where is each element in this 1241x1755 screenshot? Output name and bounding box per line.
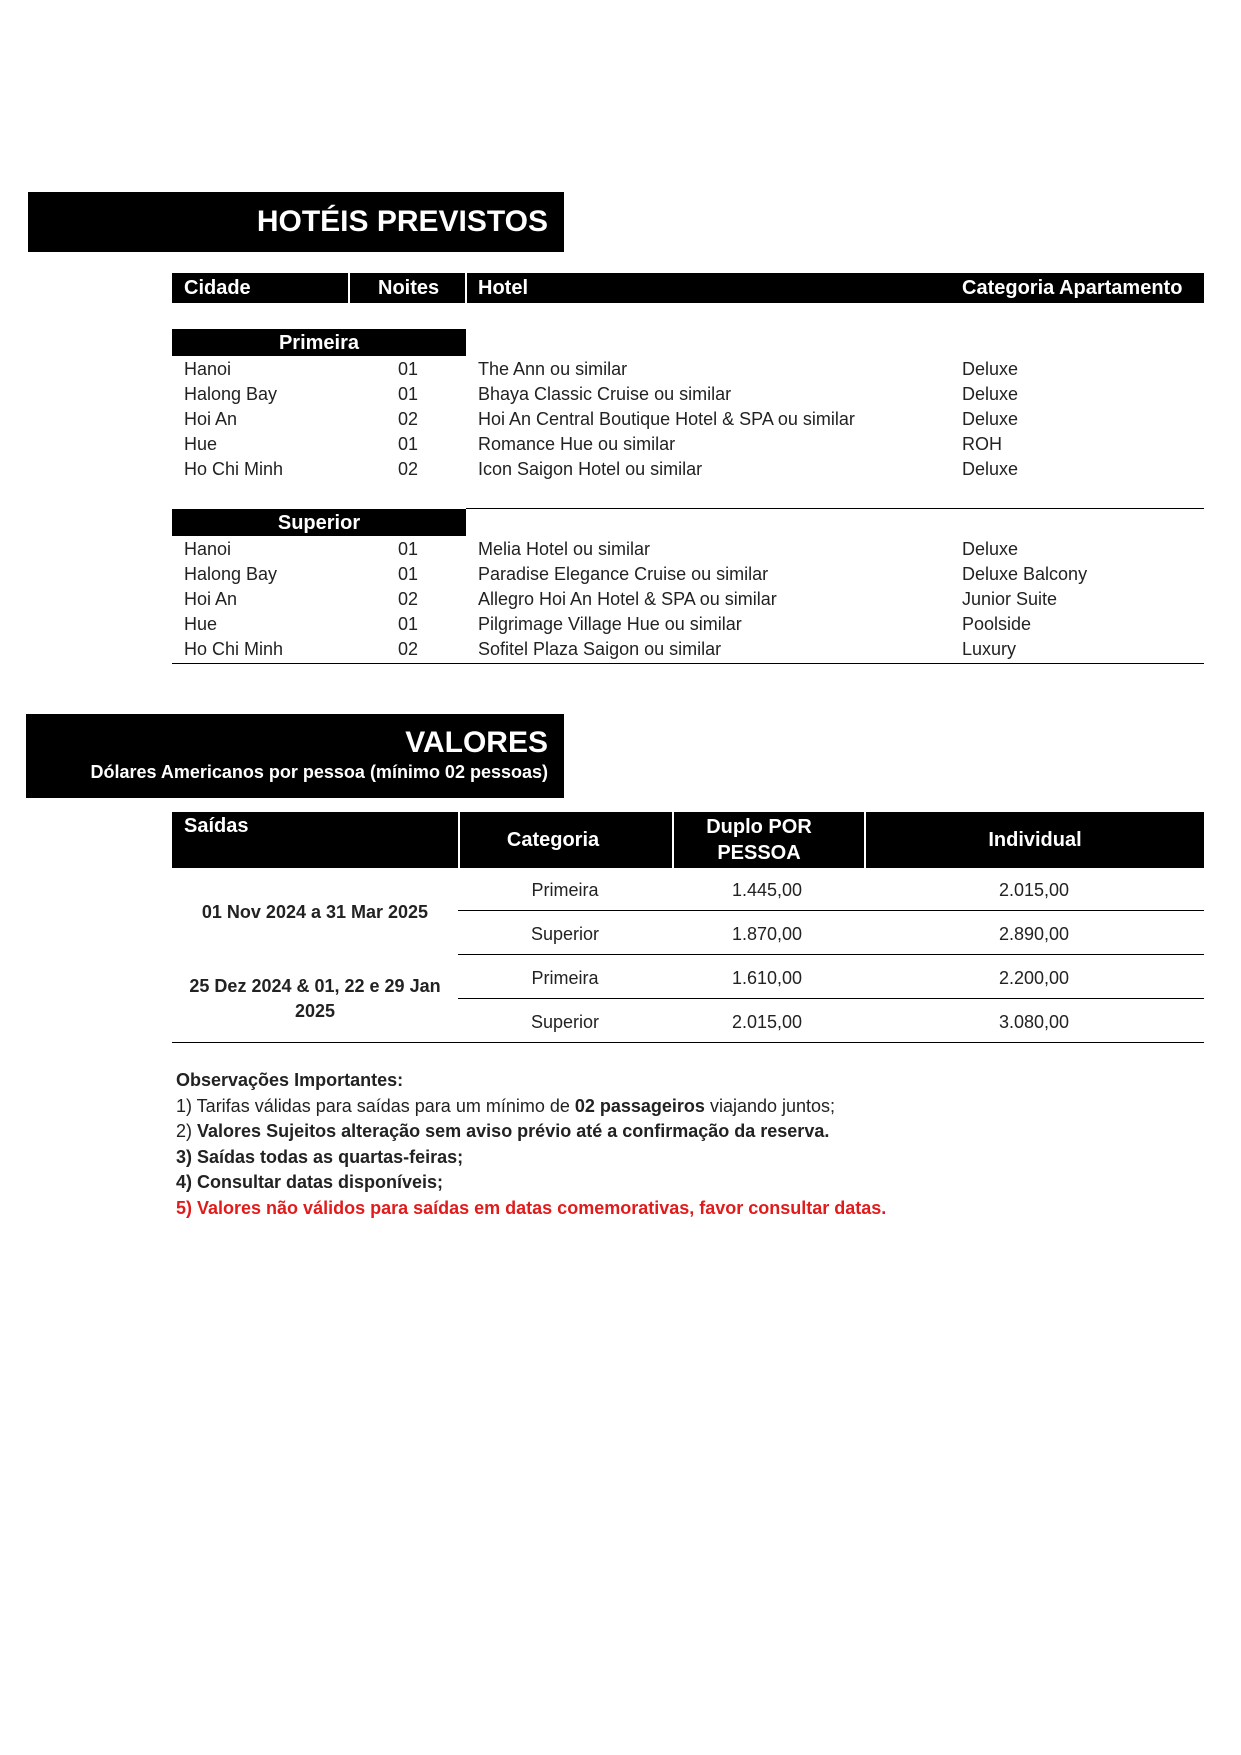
row-divider	[458, 998, 1204, 999]
price-category: Superior	[530, 1012, 600, 1032]
row-hotel: The Ann ou similar	[478, 359, 628, 379]
row-room: Deluxe	[962, 539, 1019, 559]
row-hotel: Paradise Elegance Cruise ou similar	[478, 564, 769, 584]
row-nights: 02	[398, 639, 419, 659]
note-5: 5) Valores não válidos para saídas em datas comemorativas, favor consultar datas.	[176, 1197, 887, 1218]
category-band-superior: Superior	[172, 509, 466, 536]
row-nights: 02	[398, 409, 419, 429]
values-subtitle: Dólares Americanos por pessoa (mínimo 02 pessoas)	[90, 762, 548, 782]
period-label-line2: 2025	[294, 1001, 336, 1021]
header-double-line1: Duplo POR	[706, 816, 812, 838]
price-single: 3.080,00	[998, 1012, 1070, 1032]
hotel-row	[0, 612, 1241, 637]
row-city: Hanoi	[184, 359, 232, 379]
row-room: Poolside	[962, 614, 1032, 634]
note-1-bold: 02 passageiros	[574, 1095, 705, 1116]
hotel-row	[0, 562, 1241, 587]
header-double-line2: PESSOA	[717, 842, 801, 864]
header-city: Cidade	[184, 277, 251, 299]
row-hotel: Allegro Hoi An Hotel & SPA ou similar	[478, 589, 777, 609]
period-label-line1: 25 Dez 2024 & 01, 22 e 29 Jan	[189, 976, 441, 996]
row-city: Halong Bay	[184, 564, 278, 584]
note-2-bold: Valores Sujeitos alteração sem aviso prévio até a confirmação da reserva.	[197, 1121, 830, 1141]
row-nights: 01	[398, 614, 419, 634]
row-city: Ho Chi Minh	[184, 639, 284, 659]
row-room: Junior Suite	[962, 589, 1058, 609]
row-divider	[458, 954, 1204, 955]
note-4: 4) Consultar datas disponíveis;	[176, 1172, 444, 1192]
header-room-category: Categoria Apartamento	[962, 277, 1183, 299]
row-city: Hoi An	[184, 409, 238, 429]
hotels-banner	[28, 192, 564, 252]
category-band-primeira: Primeira	[172, 329, 466, 356]
header-double	[674, 812, 844, 866]
row-city: Halong Bay	[184, 384, 278, 404]
price-single: 2.200,00	[998, 968, 1070, 988]
price-category: Primeira	[531, 880, 599, 900]
hotel-row	[0, 382, 1241, 407]
price-double: 2.015,00	[731, 1012, 803, 1032]
price-double: 1.445,00	[731, 880, 803, 900]
row-hotel: Pilgrimage Village Hue ou similar	[478, 614, 742, 634]
period-label	[172, 974, 458, 1024]
table-bottom-rule	[172, 663, 1204, 664]
row-nights: 01	[398, 359, 419, 379]
row-room: Deluxe Balcony	[962, 564, 1088, 584]
values-title: VALORES	[405, 726, 548, 759]
hotel-row	[0, 357, 1241, 382]
header-single: Individual	[988, 829, 1082, 851]
row-room: Deluxe	[962, 384, 1019, 404]
price-category: Primeira	[531, 968, 599, 988]
header-hotel: Hotel	[478, 277, 528, 299]
price-double: 1.610,00	[731, 968, 803, 988]
note-3: 3) Saídas todas as quartas-feiras;	[176, 1146, 464, 1167]
note-1-end: viajando juntos;	[704, 1095, 836, 1116]
note-2	[176, 1119, 886, 1145]
row-city: Ho Chi Minh	[184, 459, 284, 479]
row-nights: 01	[398, 434, 419, 454]
row-nights: 01	[398, 539, 419, 559]
row-hotel: Sofitel Plaza Saigon ou similar	[478, 639, 722, 659]
row-city: Hoi An	[184, 589, 238, 609]
header-departures: Saídas	[184, 815, 249, 837]
row-room: ROH	[962, 434, 1002, 454]
section-divider	[466, 508, 1204, 509]
notes-title: Observações Importantes:	[176, 1070, 404, 1090]
row-hotel: Bhaya Classic Cruise ou similar	[478, 384, 732, 404]
note-1-text: 1) Tarifas válidas para saídas para um mínimo de	[176, 1095, 575, 1116]
header-category: Categoria	[506, 829, 600, 851]
hotels-title: HOTÉIS PREVISTOS	[256, 205, 548, 238]
price-single: 2.015,00	[998, 880, 1070, 900]
price-single: 2.890,00	[998, 924, 1070, 944]
row-room: Deluxe	[962, 359, 1019, 379]
row-room: Deluxe	[962, 459, 1019, 479]
hotel-row	[0, 457, 1241, 482]
price-double: 1.870,00	[731, 924, 803, 944]
row-nights: 02	[398, 589, 419, 609]
hotel-row	[0, 537, 1241, 562]
row-divider	[458, 910, 1204, 911]
note-2-number: 2)	[176, 1121, 198, 1141]
period-label-line1: 01 Nov 2024 a 31 Mar 2025	[201, 902, 429, 922]
row-room: Deluxe	[962, 409, 1019, 429]
hotel-row	[0, 432, 1241, 457]
row-hotel: Hoi An Central Boutique Hotel & SPA ou similar	[478, 409, 855, 429]
row-hotel: Melia Hotel ou similar	[478, 539, 651, 559]
period-label	[172, 900, 458, 925]
row-city: Hue	[184, 434, 218, 454]
row-hotel: Romance Hue ou similar	[478, 434, 676, 454]
important-notes	[176, 1068, 886, 1221]
row-city: Hanoi	[184, 539, 232, 559]
header-divider	[465, 273, 467, 303]
values-banner	[26, 714, 564, 798]
row-nights: 01	[398, 384, 419, 404]
price-category: Superior	[530, 924, 600, 944]
hotels-table-header	[172, 273, 1204, 303]
hotel-row	[0, 407, 1241, 432]
row-nights: 01	[398, 564, 419, 584]
header-divider	[348, 273, 350, 303]
header-nights: Noites	[378, 277, 440, 299]
note-1	[176, 1094, 886, 1120]
row-city: Hue	[184, 614, 218, 634]
values-table-header	[172, 812, 1204, 868]
row-nights: 02	[398, 459, 419, 479]
hotel-row	[0, 637, 1241, 662]
hotel-row	[0, 587, 1241, 612]
table-bottom-rule	[172, 1042, 1204, 1043]
row-hotel: Icon Saigon Hotel ou similar	[478, 459, 703, 479]
row-room: Luxury	[962, 639, 1017, 659]
